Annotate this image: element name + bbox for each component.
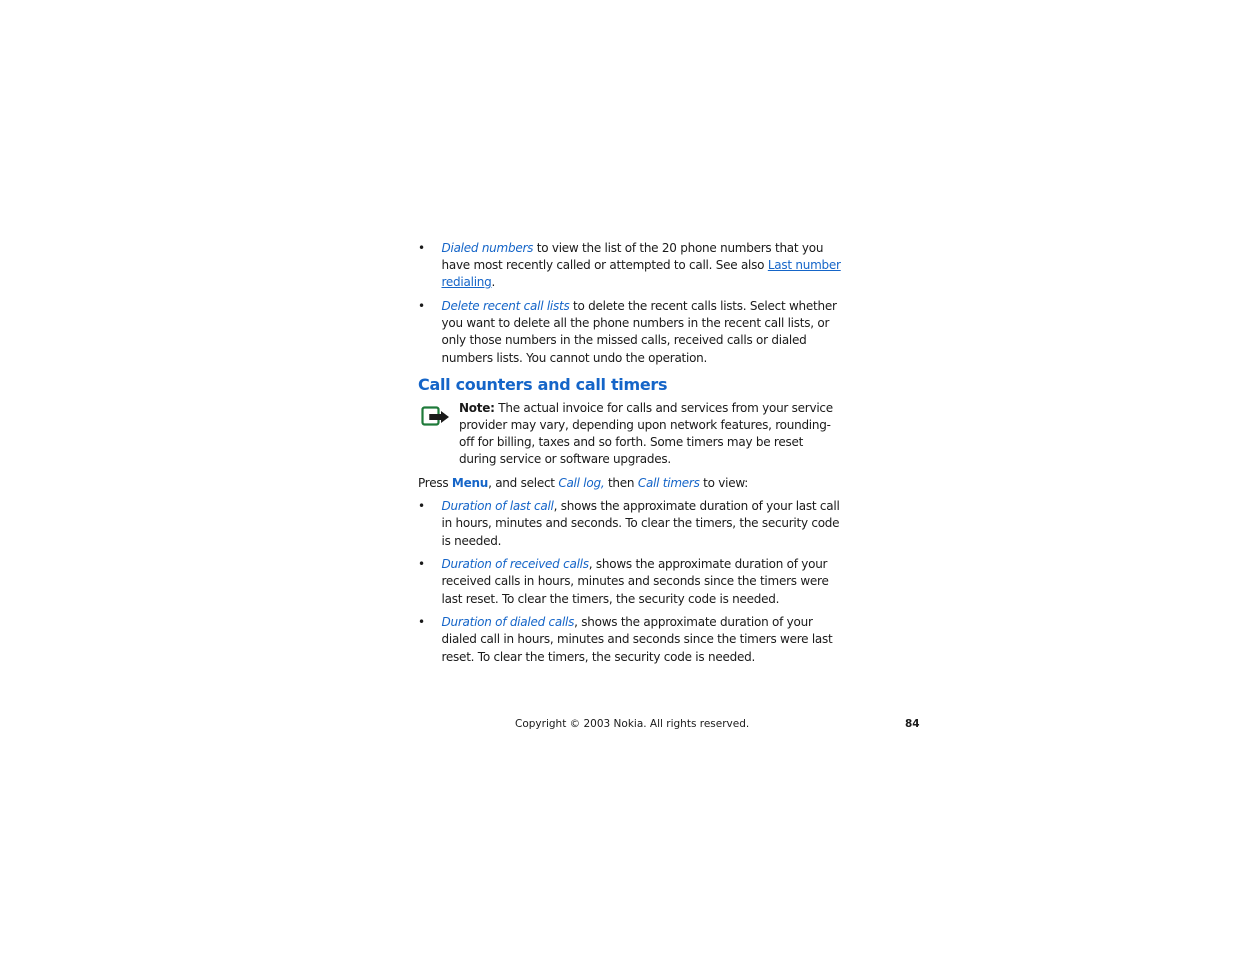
note-label: Note: — [459, 400, 495, 415]
delete-recent-call-lists-text: to delete the recent calls lists. Select whether you want to delete all the phone numbers in the recent call lists, or only those numbers in the missed calls, received calls or dialed numbers lists. You cannot undo the operation. — [441, 299, 837, 365]
press-suffix: to view: — [699, 476, 749, 491]
list-item — [418, 240, 843, 292]
bullet-icon: • — [418, 241, 425, 255]
dialed-numbers-text-end: . — [491, 275, 496, 290]
duration-received-calls-term: Duration of received calls — [441, 557, 589, 572]
duration-last-call-term: Duration of last call — [441, 499, 554, 514]
duration-dialed-calls-text: , shows the approximate duration of your dialed call in hours, minutes and seconds since the timers were last reset. To clear the timers, the security code is needed. — [441, 615, 833, 664]
recent-calls-list — [418, 240, 843, 367]
delete-recent-call-lists-term: Delete recent call lists — [441, 299, 570, 313]
call-log-term: Call log, — [558, 476, 605, 491]
bullet-icon: • — [418, 615, 425, 630]
page-number: 84 — [905, 718, 920, 730]
press-prefix: Press — [418, 476, 452, 491]
press-instruction — [418, 475, 843, 492]
press-mid: , and select — [488, 476, 559, 491]
call-timers-term: Call timers — [637, 476, 700, 491]
menu-key: Menu — [451, 476, 489, 491]
duration-last-call-text: , shows the approximate duration of your last call in hours, minutes and seconds. To clear the timers, the security code is needed. — [441, 499, 840, 548]
duration-dialed-calls-term: Duration of dialed calls — [441, 615, 575, 630]
copyright-footer: Copyright © 2003 Nokia. All rights reserved. — [515, 718, 750, 730]
list-item — [418, 298, 843, 367]
manual-page — [418, 240, 843, 666]
list-item — [418, 614, 843, 666]
list-item — [418, 556, 843, 608]
timers-list — [418, 498, 843, 666]
duration-received-calls-text: , shows the approximate duration of your received calls in hours, minutes and seconds since the timers were last reset. To clear the timers, the security code is needed. — [441, 557, 829, 606]
bullet-icon: • — [418, 299, 425, 313]
dialed-numbers-text: to view the list of the 20 phone numbers that you have most recently called or attempted to call. See also — [441, 241, 824, 273]
note-block — [418, 400, 843, 469]
dialed-numbers-term: Dialed numbers — [441, 241, 534, 255]
press-then: then — [604, 476, 638, 491]
bullet-icon: • — [418, 557, 425, 572]
last-number-redialing-link[interactable]: Last number redialing — [441, 258, 841, 290]
note-text: The actual invoice for calls and services from your service provider may vary, depending upon network features, rounding-off for billing, taxes and so forth. Some timers may be reset during service or software upgrades. — [459, 400, 833, 467]
section-heading: Call counters and call timers — [418, 374, 668, 394]
note-hand-pointer-icon — [421, 406, 451, 428]
bullet-icon: • — [418, 499, 425, 514]
list-item — [418, 498, 843, 550]
